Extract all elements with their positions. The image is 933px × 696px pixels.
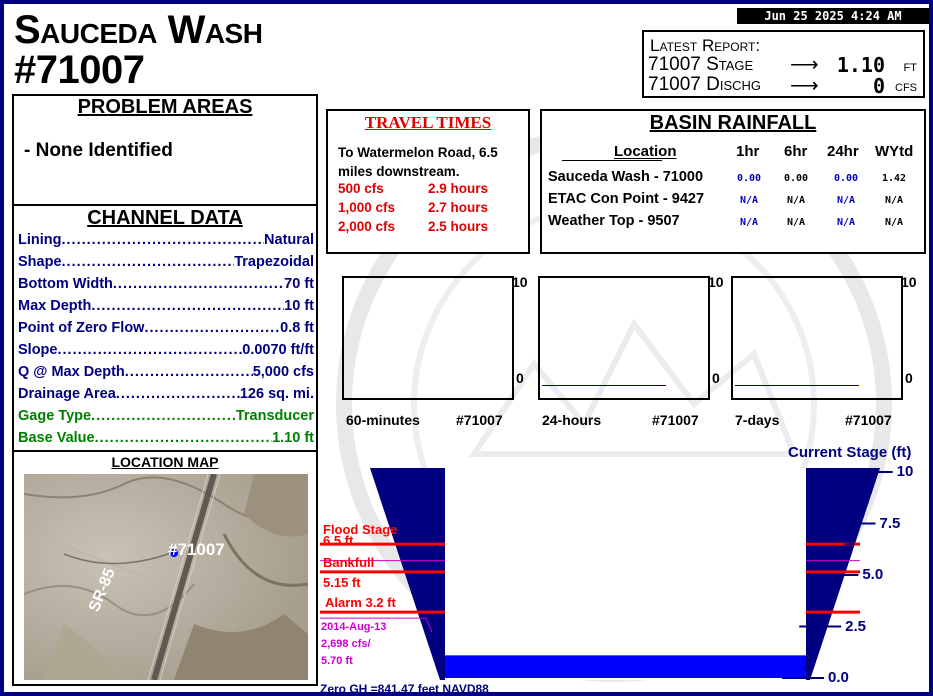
latest-report-title: Latest Report: xyxy=(650,36,761,55)
current-stage-title: Current Stage (ft) xyxy=(788,444,912,461)
channel-data-label: Drainage Area xyxy=(18,386,116,402)
page-title-name: Sauceda Wash xyxy=(14,8,263,52)
channel-data-label: Point of Zero Flow xyxy=(18,320,145,336)
stage-plot-ymin: 0 xyxy=(516,370,524,386)
record-flow-label: 2,698 cfs/ xyxy=(321,638,371,651)
basin-rainfall-panel xyxy=(540,109,926,254)
rainfall-header-underline xyxy=(562,160,662,161)
channel-data-label: Max Depth xyxy=(18,298,92,314)
rainfall-value-h1: N/A xyxy=(739,195,759,206)
water-level-fill xyxy=(445,655,806,678)
gauge-tick-label: 7.5 xyxy=(879,514,901,532)
dot-leader xyxy=(62,254,235,270)
travel-time-row xyxy=(338,181,489,196)
rainfall-location: ETAC Con Point - 9427 xyxy=(548,191,705,207)
problem-areas-text: - None Identified xyxy=(24,140,173,161)
rainfall-value-h1: N/A xyxy=(739,217,759,228)
datetime-display: Jun 25 2025 4:24 AM xyxy=(737,8,929,24)
dot-leader xyxy=(91,298,284,314)
travel-time-row xyxy=(338,219,489,234)
channel-data-label: Bottom Width xyxy=(18,276,113,292)
basin-rainfall-title: BASIN RAINFALL xyxy=(649,112,817,134)
rainfall-value-h1: 0.00 xyxy=(736,173,762,184)
bankfull-label: Bankfull xyxy=(323,554,375,570)
channel-data-panel xyxy=(12,204,318,452)
rainfall-value-h6: 0.00 xyxy=(783,173,809,184)
rainfall-value-h6: N/A xyxy=(786,195,806,206)
location-map-panel xyxy=(12,450,318,686)
stage-plot-60-minutes xyxy=(342,276,514,400)
travel-time-flow: 500 cfs xyxy=(338,181,384,196)
travel-time-row xyxy=(338,200,489,215)
rainfall-value-wytd: N/A xyxy=(884,217,904,228)
channel-interior xyxy=(445,468,806,680)
travel-time-hours: 2.5 hours xyxy=(428,219,489,234)
left-bank xyxy=(370,468,445,680)
channel-data-row xyxy=(18,254,314,270)
aerial-map[interactable] xyxy=(24,474,308,680)
channel-data-value: 0.0070 ft/ft xyxy=(242,342,314,358)
dot-leader xyxy=(144,320,280,336)
channel-data-value: 126 sq. mi. xyxy=(239,386,314,402)
channel-data-label: Lining xyxy=(18,232,62,248)
channel-data-row xyxy=(18,386,314,402)
rainfall-header-location: Location xyxy=(614,143,677,160)
channel-data-value: 5,000 cfs xyxy=(252,364,314,380)
map-marker-label: #71007 xyxy=(168,540,225,559)
gauge-tick-label: 5.0 xyxy=(862,566,884,583)
stage-unit: FT xyxy=(903,62,917,74)
rainfall-value-h24: N/A xyxy=(836,195,856,206)
travel-time-hours: 2.7 hours xyxy=(428,200,489,215)
channel-data-row xyxy=(18,408,314,424)
travel-time-flow: 1,000 cfs xyxy=(338,200,396,215)
rainfall-header-1hr: 1hr xyxy=(736,143,760,160)
channel-data-value: 1.10 ft xyxy=(272,430,314,446)
channel-data-row xyxy=(18,298,314,314)
dot-leader xyxy=(125,364,253,380)
rainfall-value-h6: N/A xyxy=(786,217,806,228)
page-title-id: #71007 xyxy=(14,48,145,92)
gauge-tick-label: 2.5 xyxy=(845,617,867,635)
rainfall-value-wytd: 1.42 xyxy=(881,173,907,184)
stage-plot-ymax: 10 xyxy=(512,274,528,290)
rainfall-value-h24: 0.00 xyxy=(833,173,859,184)
stage-arrow-icon: ⟶ xyxy=(790,54,819,76)
flood-stage-label: Flood Stage 6.5 ft xyxy=(323,522,398,549)
latest-report-panel xyxy=(642,30,925,98)
dot-leader xyxy=(95,430,273,446)
stage-plot-ymin: 0 xyxy=(712,370,720,386)
travel-times-panel xyxy=(326,109,530,254)
problem-areas-panel xyxy=(12,94,318,206)
travel-time-hours: 2.9 hours xyxy=(428,181,489,196)
rainfall-value-h24: N/A xyxy=(836,217,856,228)
gauge-tick-label: 10 xyxy=(896,463,914,480)
dot-leader xyxy=(91,408,236,424)
alarm-label: Alarm 3.2 ft xyxy=(325,595,396,611)
record-stage-label: 5.70 ft xyxy=(321,655,353,668)
channel-data-value: Transducer xyxy=(235,408,314,424)
bankfull-value-label: 5.15 ft xyxy=(323,574,361,590)
channel-data-label: Slope xyxy=(18,342,58,358)
rainfall-location: Weather Top - 9507 xyxy=(548,213,680,229)
gauge-tick-label: 0.0 xyxy=(828,669,849,686)
channel-data-value: 10 ft xyxy=(284,298,314,314)
stage-plot-site: #71007 xyxy=(652,412,699,428)
aerial-map-image xyxy=(24,474,308,680)
channel-data-row xyxy=(18,364,314,380)
travel-times-title: TRAVEL TIMES xyxy=(364,113,492,132)
channel-data-value: Trapezoidal xyxy=(234,254,314,270)
channel-data-value: 0.8 ft xyxy=(280,320,314,336)
dot-leader xyxy=(62,232,265,248)
stage-plot-site: #71007 xyxy=(456,412,503,428)
channel-data-label: Base Value xyxy=(18,430,95,446)
stage-plot-period: 7-days xyxy=(735,412,780,428)
discharge-label: 71007 Dischg xyxy=(648,74,762,95)
channel-data-title: CHANNEL DATA xyxy=(87,207,243,229)
channel-data-row xyxy=(18,232,314,248)
rainfall-location: Sauceda Wash - 71000 xyxy=(548,169,704,185)
rainfall-header-24hr: 24hr xyxy=(827,143,859,160)
zero-gage-height: Zero GH =841.47 feet NAVD88 xyxy=(320,682,489,696)
dot-leader xyxy=(116,386,240,402)
stage-plot-period: 60-minutes xyxy=(346,412,420,428)
stage-value: 1.10 xyxy=(836,53,885,77)
channel-data-row xyxy=(18,320,314,336)
stage-plot-24-hours xyxy=(538,276,710,400)
stage-plot-ymin: 0 xyxy=(905,370,913,386)
stage-plot-period: 24-hours xyxy=(542,412,602,428)
channel-data-row xyxy=(18,342,314,358)
stage-plot-ymax: 10 xyxy=(708,274,724,290)
rainfall-header-6hr: 6hr xyxy=(784,143,808,160)
stage-gauge xyxy=(320,468,933,690)
discharge-value: 0 xyxy=(872,74,885,98)
record-date-label: 2014-Aug-13 xyxy=(321,621,387,634)
location-map-title: LOCATION MAP xyxy=(111,454,219,470)
dot-leader xyxy=(57,342,242,358)
stage-label: 71007 Stage xyxy=(648,54,754,75)
stage-plot-7-days xyxy=(731,276,903,400)
channel-data-label: Q @ Max Depth xyxy=(18,364,125,380)
discharge-unit: CFS xyxy=(895,82,917,94)
channel-data-label: Gage Type xyxy=(18,408,92,424)
travel-times-description: To Watermelon Road, 6.5 miles downstream. xyxy=(338,145,498,179)
map-road-label: SR-85 xyxy=(86,565,119,615)
discharge-arrow-icon: ⟶ xyxy=(790,75,819,97)
stage-plot-site: #71007 xyxy=(845,412,892,428)
travel-time-flow: 2,000 cfs xyxy=(338,219,396,234)
stage-plot-ymax: 10 xyxy=(901,274,917,290)
dot-leader xyxy=(113,276,284,292)
channel-data-row xyxy=(18,276,314,292)
channel-data-row xyxy=(18,430,314,446)
stage-plot-series-line xyxy=(735,385,859,386)
channel-data-value: Natural xyxy=(264,232,314,248)
stage-plot-series-line xyxy=(542,385,666,386)
rainfall-header-wytd: WYtd xyxy=(875,143,914,160)
channel-data-label: Shape xyxy=(18,254,62,270)
problem-areas-title: PROBLEM AREAS xyxy=(77,96,253,118)
rainfall-value-wytd: N/A xyxy=(884,195,904,206)
channel-data-value: 70 ft xyxy=(284,276,314,292)
